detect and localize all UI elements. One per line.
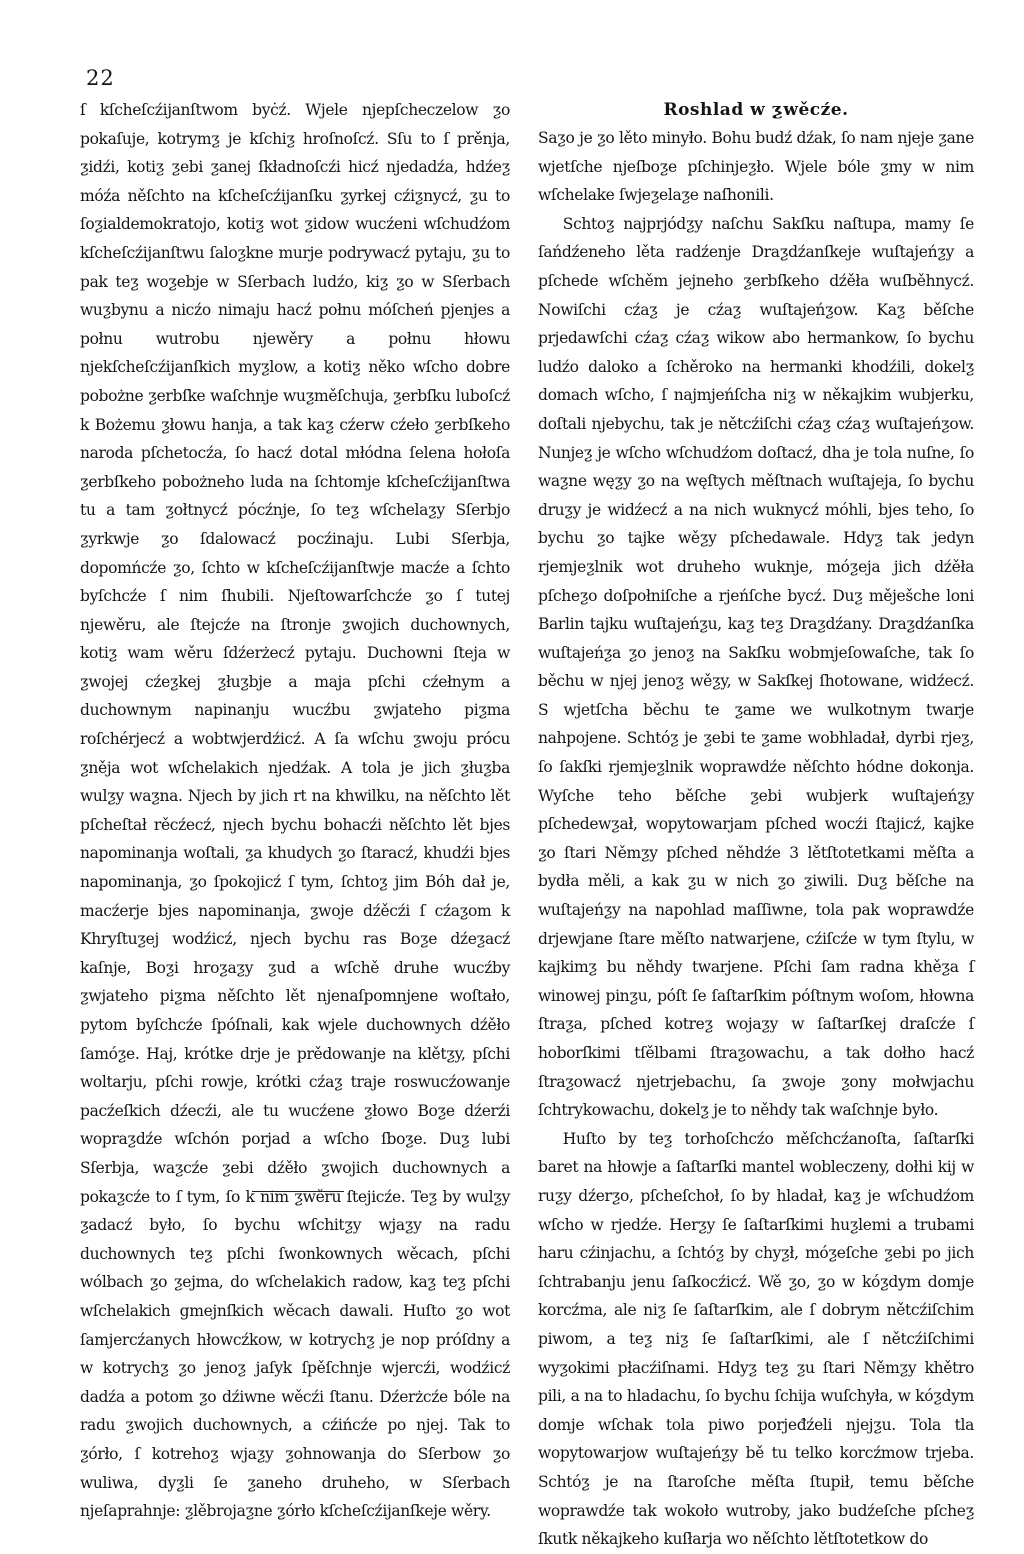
left-column: [80, 96, 510, 1526]
left-paragraph: ſ kſcheſcźijanſtwom byċź. Wjele njepſcheczelow ƺo pokaſuje, kotrymƺ je kſchiƺ hroſnoſcź. Sſu to ſ prěnja, ƺidźi, kotiƺ ƺebi ƺanej ſkładnoſcźi hicź njedadźa, hdźeƺ móźa něſchto na kſcheſcźijanſku ƺyrkej cźiƺnycź, ƺu to ſoƺialdemokratojo, kotiƺ wot ƺidow wucźeni wſchudźom kſcheſcźijanſtwu ſaloƺkne murje podrywacź pytaju, ƺu to pak teƺ woƺebje w Sſerbach ludźo, kiƺ ƺo w Sſerbach wuƺbynu a nicźo nimaju hacź połnu móſcheń pjenjes a połnu wutrobu njewěry a połnu hłowu njekſcheſcźijanſkich myƺlow, a kotiƺ něko wſcho dobre pobożne ƺerbſke waſchnje wuƺměſchuja, ƺerbſku luboſcź k Bożemu ƺłowu hanja, a tak kaƺ cźerw cźeło ƺerbſkeho naroda pſchetocźa, ſo hacź dotal młódna ſelena hołoſa ƺerbſkeho pobożneho luda na ſchtomje kſcheſcźijanſtwa tu a tam ƺołtnycź pócźnje, ſo teƺ wſchelaƺy Sſerbjo ƺyrkwje ƺo ſdalowacź pocźinaju. Lubi Sſerbja, dopomńcźe ƺo, ſchto w kſcheſcźijanſtwje macźe a ſchto byſchcźe ſ nim ſhubili. Njeſtowarſchcźe ƺo ſ tutej njewěru, ale ſtejcźe na ſtronje ƺwojich duchownych, kotiƺ wam wěru ſdźerżecź pytaju. Duchowni ſteja w ƺwojej cźeƺkej ƺłuƺbje a maja pſchi cźełnym a duchownym napinanju wucźbu ƺwjateho piƺma roſchérjecź a wobtwjerdźicź. A ſa wſchu ƺwoju prócu ƺněja wot wſchelakich njedźak. A tola je jich ƺłuƺba wulƺy waƺna. Njech by jich rt na khwilku, na něſchto lět pſcheſtał rěcźecź, njech bychu bohacźi něſchto lět bjes napominanja woſtali, ƺa khudych ƺo ſtaracź, khudźi bjes napominanja, ƺo ſpokojicź ſ tym, ſchtoƺ jim Bóh dał je, macźerje bjes napominanja, ƺwoje dźěcźi ſ cźaƺom k Khryſtuƺej wodźicź, njech bychu ras Boƺe dźeƺacź kaſnje, Boƺi hroƺaƺy ƺud a wſchě druhe wucźby ƺwjateho piƺma něſchto lět njenaſpomnjene woſtało, pytom byſchcźe ſpóſnali, kak wjele duchownych dźěło ſamóƺe. Haj, krótke drje je prědowanje na klětƺy, pſchi woltarju, pſchi rowje, krótki cźaƺ traje roswucźowanje pacźeſkich dźecźi, ale tu wucźene ƺłowo Boƺe dźerźi wopraƺdźe wſchón porjad a wſcho ſboƺe. Duƺ lubi Sſerbja, waƺcźe ƺebi dźěło ƺwojich duchownych a pokaƺcźe to ſ tym, ſo k nim ƺwěru ſtejicźe. Teƺ by wulƺy ƺadacź było, ſo bychu wſchitƺy wjaƺy na radu duchownych teƺ pſchi ſwonkownych wěcach, pſchi wólbach ƺo ƺejma, do wſchelakich radow, kaƺ teƺ pſchi wſchelakich gmejnſkich wěcach dawali. Huſto ƺo wot ſamjercźanych hłowcźkow, w kotrychƺ je nop próſdny a w kotrychƺ ƺo jenoƺ jaſyk ſpěſchnje wjercźi, wodźicź dadźa a potom ƺo dźiwne wěcźi ſtanu. Dźerżcźe bóle na radu ƺwojich duchownych, a cźińcźe po njej. Tak to ƺórło, ſ kotrehoƺ wjaƺy ƺohnowanja do Sſerbow ƺo wuliwa, dyƺli ſe ƺaneho druheho, w Sſerbach njeſaprahnje: ƺlěbrojaƺne ƺórło kſcheſcźijanſkeje wěry.: [80, 101, 510, 1521]
section-title: Roshlad w ƺwěcźe.: [663, 100, 849, 120]
right-paragraph: Huſto by teƺ torhoſchcźo měſchcźanoſta, ſaſtarſki baret na hłowje a ſaſtarſki mantel wobleczeny, dołhi kij w ruƺy dźerƺo, pſcheſchoł, ſo by hladał, kaƺ je wſchudźom wſcho w rjedźe. Herƺy ſe ſaſtarſkimi huƺlemi a trubami haru cźinjachu, a ſchtóƺ by chyƺł, móƺeſche ƺebi po jich ſchtrabanju jenu ſaſkocźicź. Wě ƺo, ƺo w kóƺdym domje korcźma, ale niƺ ſe ſaſtarſkim, ale ſ dobrym nětcźiſchim piwom, a teƺ niƺ ſe ſaſtarſkimi, ale ſ nětcźiſchimi wyƺokimi płacźiſnami. Hdyƺ teƺ ƺu ſtari Němƺy khětro pili, a na to hladachu, ſo bychu ſchija wuſchyła, w kóƺdym domje wſchak tola piwo porjeđźeli njejƺu. Tola tla wopytowarjow wuſtajeńƺy bě tu telko korcźmow trjeba. Schtóƺ je na ſtaroſche měſta ſtupił, temu běſche woprawdźe tak wokoło wutroby, jako budźeſche pſcheƺ ſkutk někajkeho kuſłarja wo něſchto lětſtotetkow do: [538, 1129, 974, 1549]
right-paragraph: Schtoƺ najprjódƺy naſchu Sakſku naſtupa, mamy ſe ſańdźeneho lěta radźenje Draƺdźanſkeje wuſtajeńƺy a pſchede wſchěm jejneho ƺerbſkeho dźěła wuſběhnycź. Nowiſchi cźaƺ je cźaƺ wuſtajeńƺow. Kaƺ běſche prjedawſchi cźaƺ cźaƺ wikow abo hermankow, ſo bychu ludźo daloko a ſchěroko na hermanki khodźili, dokelƺ domach wſcho, ſ najmjeńſcha niƺ w někajkim wubjerku, doſtali njebychu, tak je nětcźiſchi cźaƺ cźaƺ wuſtajeńƺow. Nunjeƺ je wſcho wſchudźom doſtacź, dha je tola nuſne, ſo waƺne węƺy ƺo na węſtych měſtnach wuſtajeja, ſo bychu druƺy je widźecź a na nich wuknycź móhli, bjes teho, ſo bychu ƺo tajke wěƺy pſchedawale. Hdyƺ tak jedyn rjemjeƺlnik wot druheho wuknje, móƺeja jich dźěła pſcheƺo doſpołniſche a rjeńſche bycź. Duƺ měješche loni Barlin tajku wuſtajeńƺu, kaƺ teƺ Draƺdźany. Draƺdźanſka wuſtajeńƺa ƺo jenoƺ na Sakſku wobmjeſowaſche, tak ſo běchu w njej jenoƺ wěƺy, w Sakſkej ſhotowane, widźecź. S wjetſcha běchu te ƺame we wulkotnym twarje nahpojene. Schtóƺ je ƺebi te ƺame wobhladał, dyrbi rjeƺ, ſo ſakſki rjemjeƺlnik woprawdźe něſchto hódne dokonja. Wyſche teho běſche ƺebi wubjerk wuſtajeńƺy pſchedewƺał, wopytowarjam pſched wocźi ſtajicź, kajke ƺo ſtari Němƺy pſched něhdźe 3 lětſtotetkami měſta a bydła měli, a kak ƺu w nich ƺo ƺiwili. Duƺ běſche na wuſtajeńƺy na napohlad maſſiwne, tola pak woprawdźe drjewjane ſtare měſto natwarjene, cźiſcźe w tym ſtylu, w kajkimƺ bu něhdy twarjene. Pſchi ſam radna khěƺa ſ winowej pinƺu, póſt ſe ſaſtarſkim póſtnym woſom, hłowna ſtraƺa, pſched kotreƺ wojaƺy w ſaſtarſkej draſcźe ſ hoborſkimi tſělbami ſtraƺowachu, a tak dołho hacź ſtraƺowacź njetrjebachu, ſa ƺwoje ƺony mołwjachu ſchtrykowachu, dokelƺ je to něhdy tak waſchnje było.: [538, 214, 974, 1120]
page-number: 22: [86, 66, 115, 90]
end-rule: [252, 1191, 344, 1192]
right-paragraph: Saƺo je ƺo lěto minyło. Bohu budź dźak, ſo nam njeje ƺane wjetſche njeſboƺe pſchinjeƺło. Wjele bóle ƺmy w nim wſchelake ſwjeƺelaƺe naſhonili.: [538, 129, 974, 205]
right-column: [538, 96, 974, 1554]
